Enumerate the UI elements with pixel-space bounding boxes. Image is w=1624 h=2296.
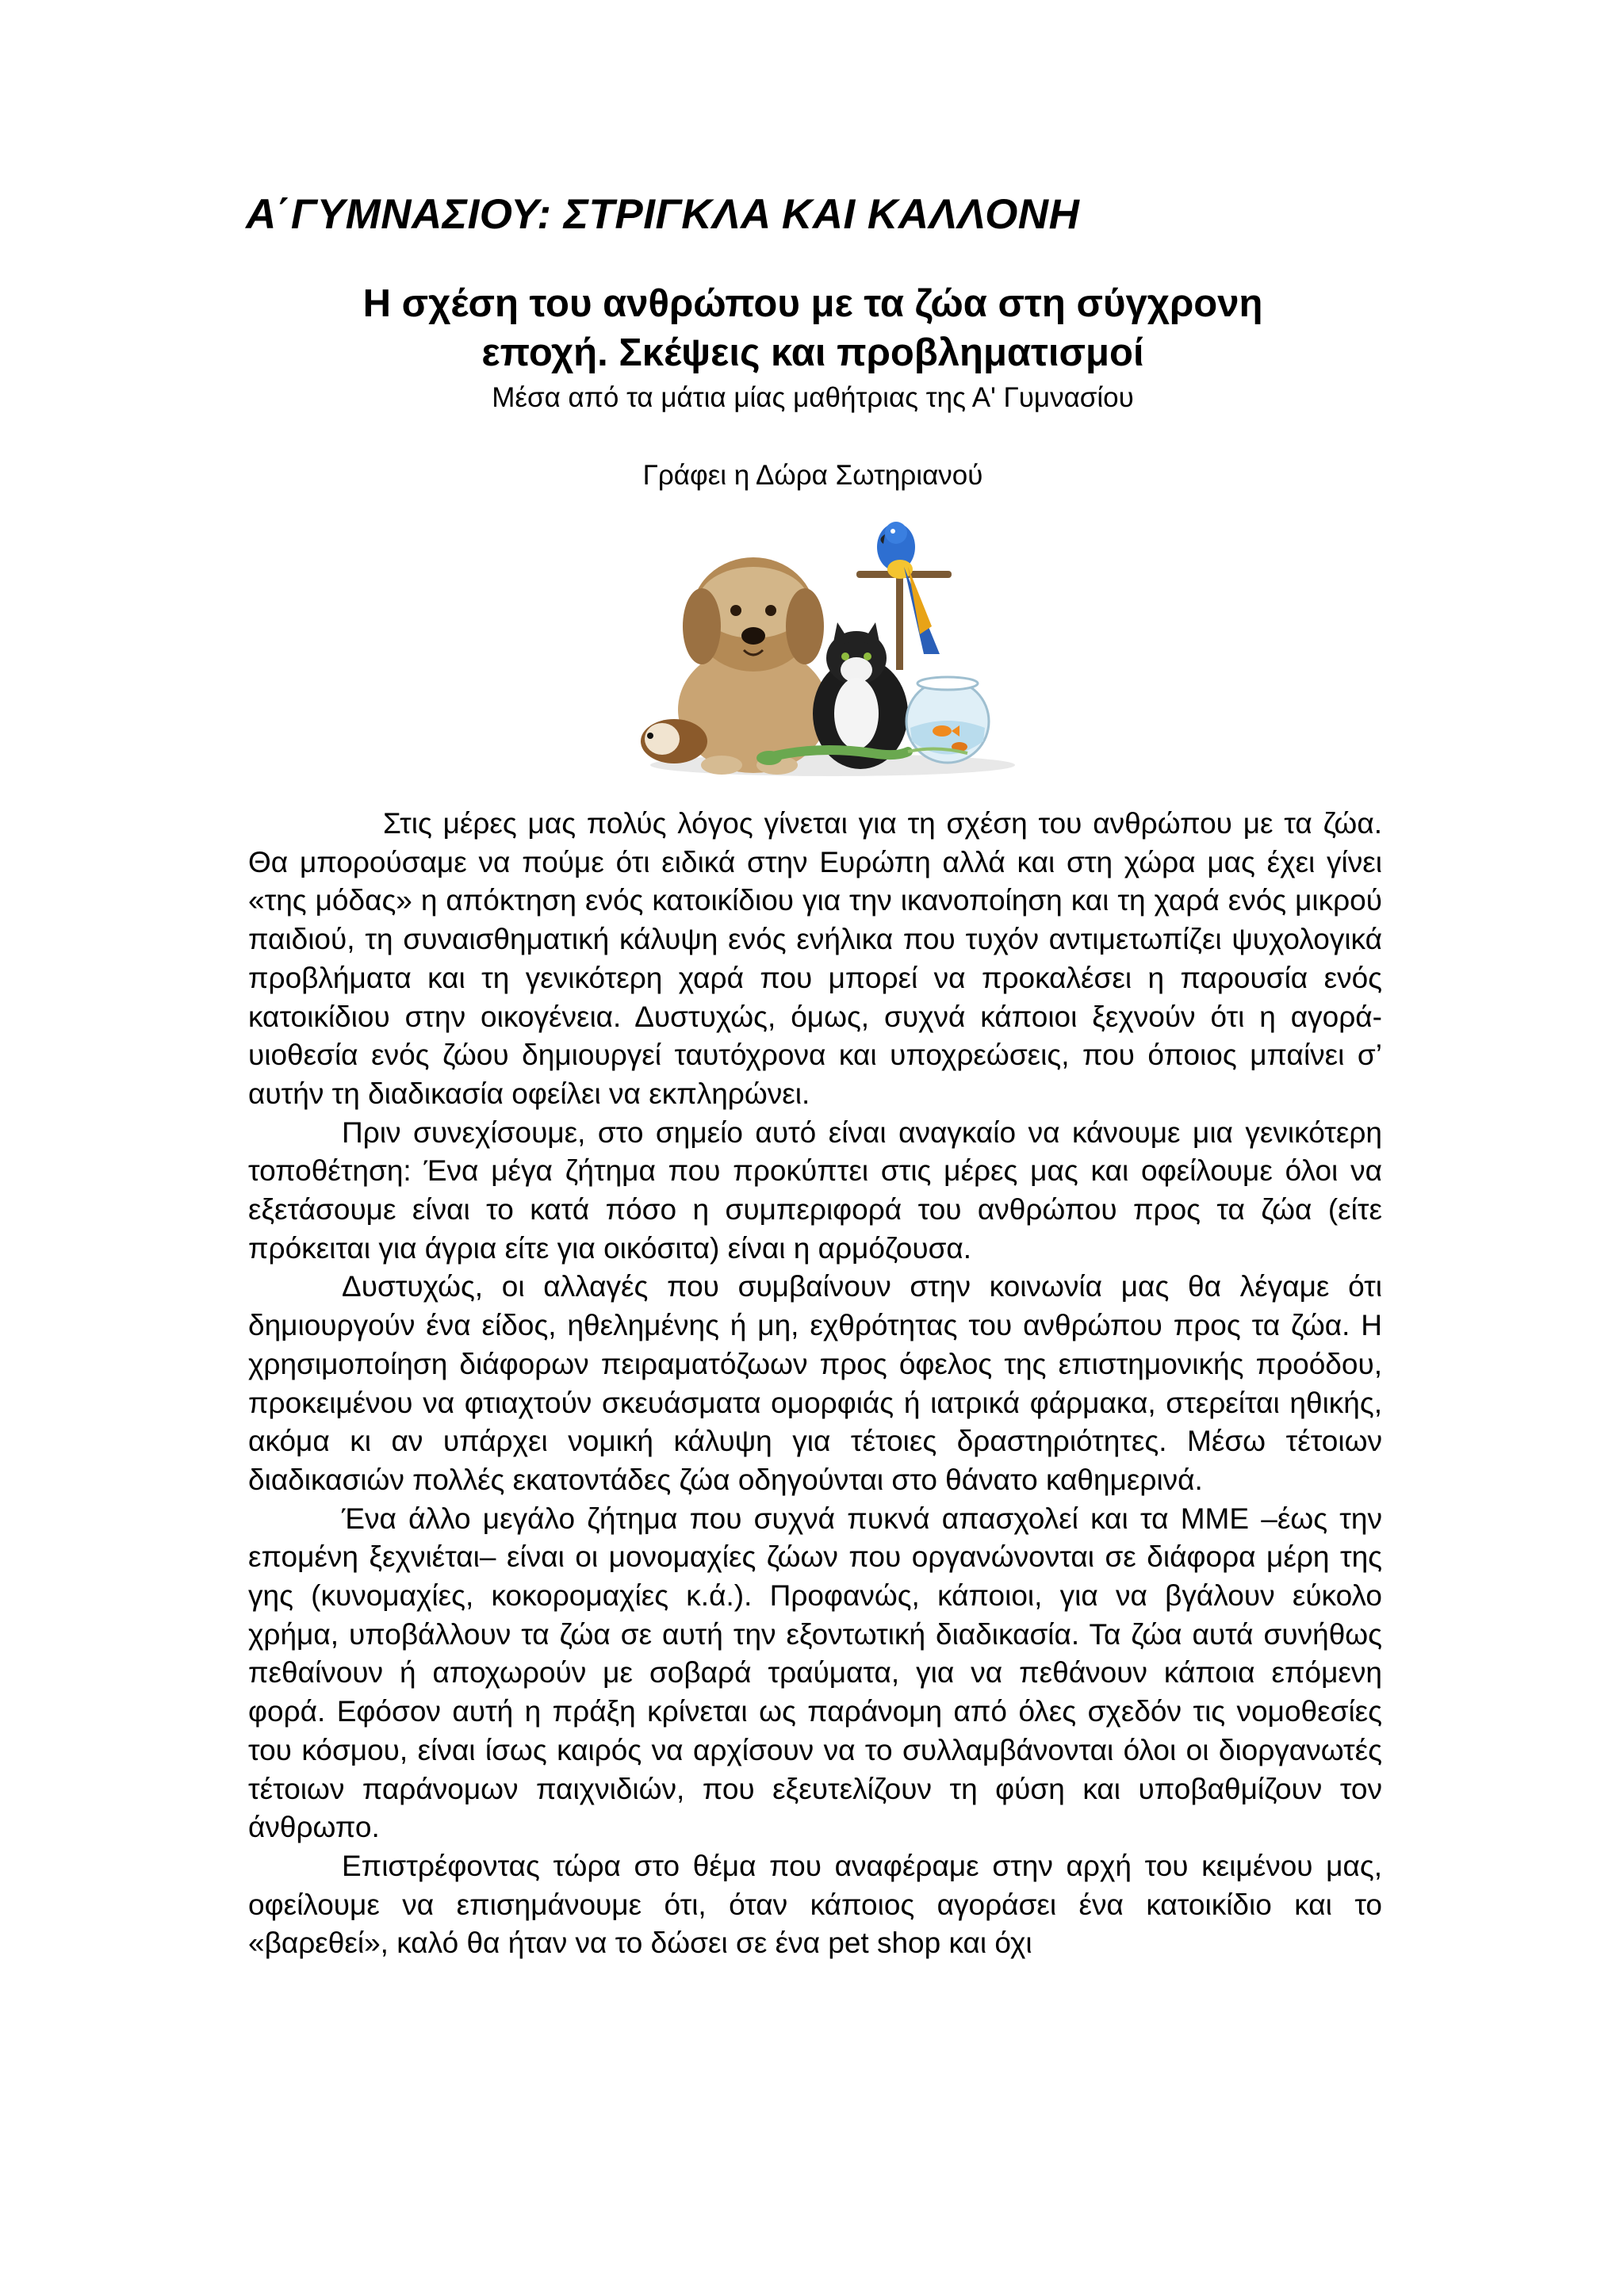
article-title <box>246 279 1380 377</box>
article-subtitle: Μέσα από τα μάτια μίας μαθήτριας της Α' Γυμνασίου <box>492 382 1134 413</box>
body-paragraph: Πριν συνεχίσουμε, στο σημείο αυτό είναι αναγκαίο να κάνουμε μια γενικότερη τοποθέτηση: Ένα μέγα ζήτημα που προκύπτει στις μέρες μας και οφείλουμε όλοι να εξετάσουμε είναι το κατά πόσο η συμπεριφορά του ανθρώπου προς τα ζώα (είτε πρόκειται για άγρια είτε για οικόσιτα) είναι η αρμόζουσα. <box>248 1115 1382 1265</box>
body-paragraph: Στις μέρες μας πολύς λόγος γίνεται για τη σχέση του ανθρώπου με τα ζώα. Θα μπορούσαμε να πούμε ότι ειδικά στην Ευρώπη αλλά και στη χώρα μας έχει γίνει «της μόδας» η απόκτηση ενός κατοικίδιου για την ικανοποίηση και τη χαρά ενός μικρού παιδιού, τη συναισθηματική κάλυψη ενός ενήλικα που τυχόν αντιμετωπίζει ψυχολογικά προβλήματα και τη γενικότερη χαρά που μπορεί να προκαλέσει η παρουσία ενός κατοικίδιου στην οικογένεια. Δυστυχώς, όμως, συχνά κάποιοι ξεχνούν ότι η αγορά-υιοθεσία ενός ζώου δημιουργεί ταυτόχρονα και υποχρεώσεις, που όποιος μπαίνει σ’ αυτήν τη διαδικασία οφείλει να εκπληρώνει. <box>248 807 1382 1110</box>
body-paragraph: Ένα άλλο μεγάλο ζήτημα που συχνά πυκνά απασχολεί και τα ΜΜΕ –έως την επομένη ξεχνιέται– είναι οι μονομαχίες ζώων που οργανώνονται σε διάφορα μέρη της γης (κυνομαχίες, κοκορομαχίες κ.ά.). Προφανώς, κάποιοι, για να βγάλουν εύκολο χρήμα, υποβάλλουν τα ζώα σε αυτή την εξοντωτική διαδικασία. Τα ζώα αυτά συνήθως πεθαίνουν ή αποχωρούν με σοβαρά τραύματα, για να πεθάνουν κάποια επόμενη φορά. Εφόσον αυτή η πράξη κρίνεται ως παράνομη από όλες σχεδόν τις νομοθεσίες του κόσμου, είναι ίσως καιρός να αρχίσουν να το συλλαμβάνονται όλοι οι διοργανωτές τέτοιων παράνομων παιχνιδιών, που εξευτελίζουν τη φύση και υποβαθμίζουν τον άνθρωπο. <box>248 1502 1382 1844</box>
body-paragraph: Δυστυχώς, οι αλλαγές που συμβαίνουν στην κοινωνία μας θα λέγαμε ότι δημιουργούν ένα είδος, ηθελημένης ή μη, εχθρότητας του ανθρώπου προς τα ζώα. Η χρησιμοποίηση διάφορων πειραματόζωων προς όφελος της επιστημονικής προόδου, προκειμένου να φτιαχτούν σκευάσματα ομορφιάς ή ιατρικά φάρμακα, στερείται ηθικής, ακόμα κι αν υπάρχει νομική κάλυψη για τέτοιες δραστηριότητες. Μέσω τέτοιων διαδικασιών πολλές εκατοντάδες ζώα οδηγούνται στο θάνατο καθημερινά. <box>248 1270 1382 1496</box>
article-title-line-1: Η σχέση του ανθρώπου με τα ζώα στη σύγχρονη <box>362 282 1263 325</box>
author-byline: Γράφει η Δώρα Σωτηριανού <box>642 460 983 491</box>
article-title-line-2: εποχή. Σκέψεις και προβληματισμοί <box>481 331 1144 374</box>
pets-group-illustration <box>634 515 1031 785</box>
article-body <box>248 805 1382 1963</box>
body-paragraph: Επιστρέφοντας τώρα στο θέμα που αναφέραμε στην αρχή του κειμένου μας, οφείλουμε να επισημάνουμε ότι, όταν κάποιος αγοράσει ένα κατοικίδιο και το «βαρεθεί», καλό θα ήταν να το δώσει σε ένα pet shop και όχι <box>248 1849 1382 1960</box>
section-heading: Α΄ΓΥΜΝΑΣΙΟΥ: ΣΤΡΙΓΚΛΑ ΚΑΙ ΚΑΛΛΟΝΗ <box>246 191 1080 238</box>
